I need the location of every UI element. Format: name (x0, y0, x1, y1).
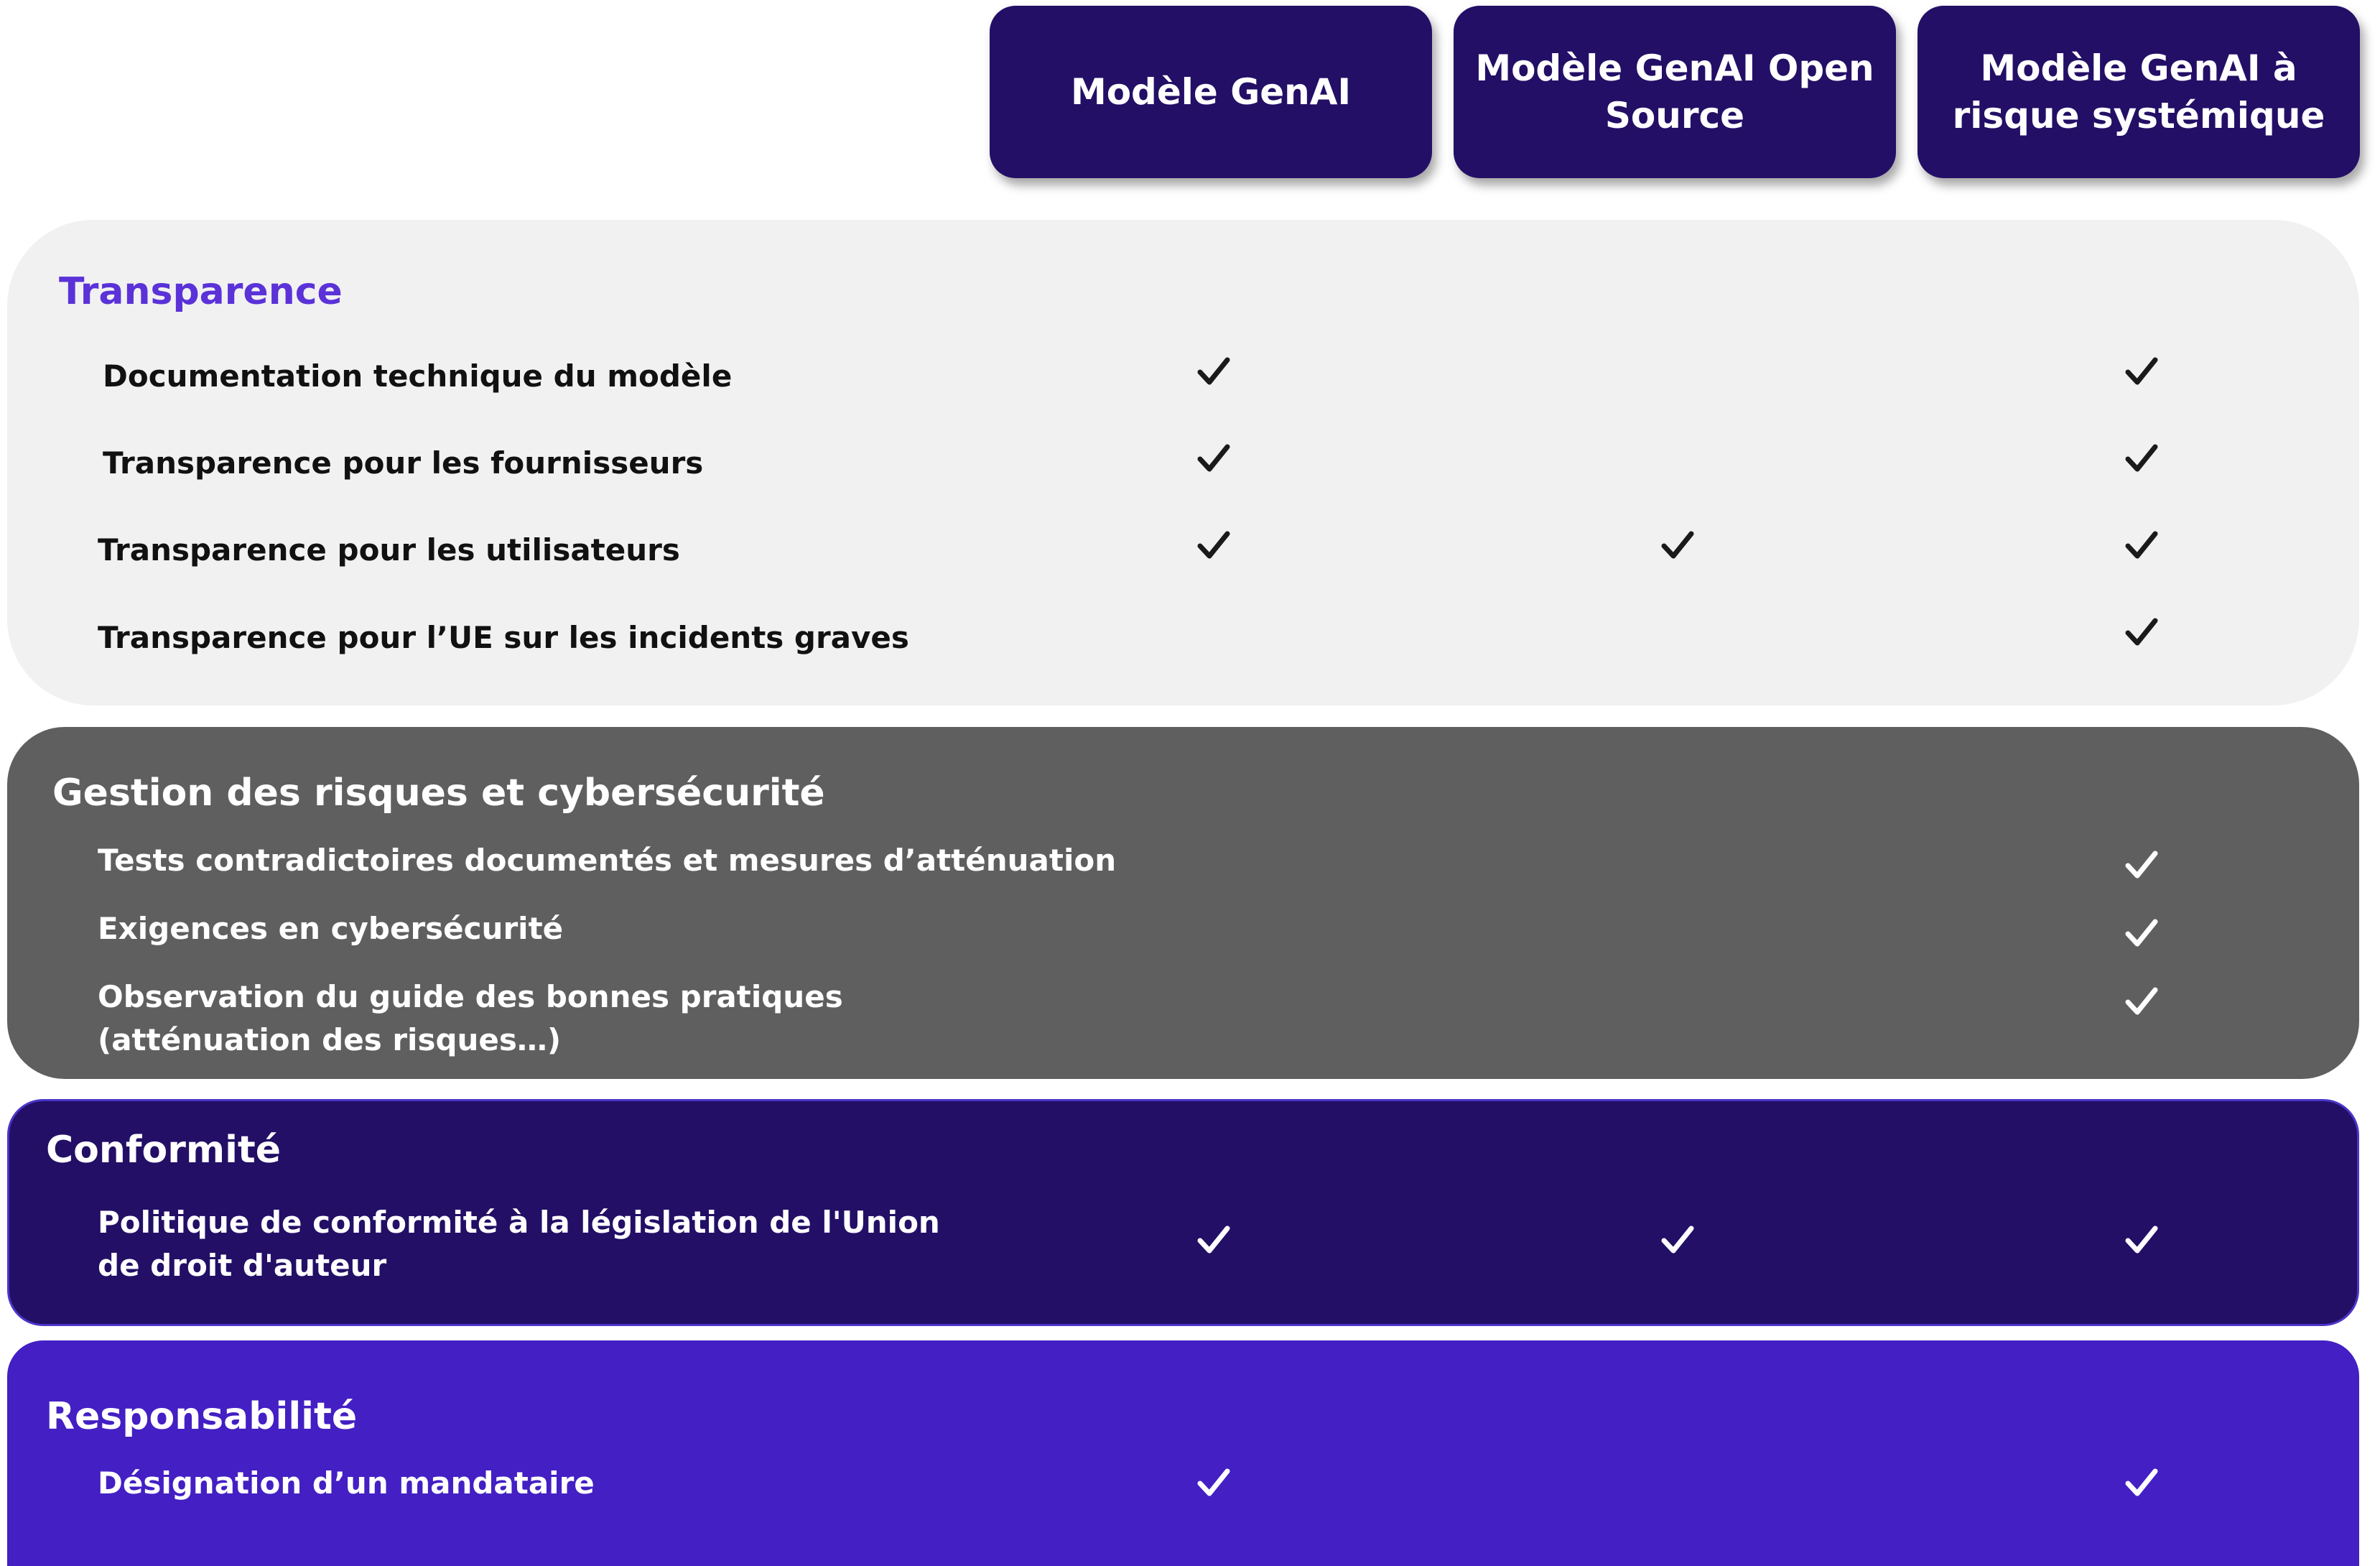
row-label-documentation-technique: Documentation technique du modèle (103, 358, 733, 394)
check-icon (2125, 356, 2158, 386)
row-label-tests-contradictoires: Tests contradictoires documentés et mesures d’atténuation (98, 843, 1117, 878)
check-icon (1197, 530, 1230, 560)
row-label-transparence-fournisseurs: Transparence pour les fournisseurs (103, 445, 704, 481)
check-icon (1197, 1225, 1230, 1255)
row-label-transparence-utilisateurs: Transparence pour les utilisateurs (98, 532, 680, 567)
section-title-responsabilite: Responsabilité (46, 1395, 358, 1438)
row-label-guide-line1: Observation du guide des bonnes pratiques (98, 979, 843, 1014)
check-icon (1197, 1468, 1230, 1498)
section-title-transparence: Transparence (59, 270, 343, 313)
check-icon (2125, 918, 2158, 948)
row-label-designation-mandataire: Désignation d’un mandataire (98, 1465, 595, 1501)
column-header-genai (990, 6, 1432, 178)
row-label-guide-bonnes-pratiques (98, 976, 843, 1062)
check-icon (1661, 1225, 1694, 1255)
check-icon (2125, 1468, 2158, 1498)
check-icon (2125, 443, 2158, 473)
check-icon (1661, 530, 1694, 560)
row-label-politique-line1: Politique de conformité à la législation de l'Union (98, 1205, 940, 1240)
row-label-transparence-ue: Transparence pour l’UE sur les incidents graves (98, 620, 909, 655)
row-label-politique-conformite (98, 1201, 940, 1287)
check-icon (2125, 617, 2158, 647)
check-icon (1197, 443, 1230, 473)
column-header-systemic-risk-label: Modèle GenAI à risque systémique (1952, 47, 2325, 136)
check-icon (2125, 530, 2158, 560)
section-responsabilite (7, 1340, 2359, 1566)
check-icon (1197, 356, 1230, 386)
row-label-exigences-cybersecurite: Exigences en cybersécurité (98, 911, 564, 946)
section-title-gestion-risques: Gestion des risques et cybersécurité (52, 772, 825, 815)
row-label-politique-line2: de droit d'auteur (98, 1248, 387, 1283)
check-icon (2125, 1225, 2158, 1255)
column-header-open-source-label: Modèle GenAI Open Source (1475, 47, 1874, 136)
section-title-conformite: Conformité (46, 1129, 282, 1172)
column-header-genai-open-source (1454, 6, 1896, 178)
check-icon (2125, 850, 2158, 880)
column-header-genai-systemic-risk (1918, 6, 2360, 178)
column-header-genai-label: Modèle GenAI (1070, 71, 1352, 113)
row-label-guide-line2: (atténuation des risques…) (98, 1022, 562, 1057)
check-icon (2125, 986, 2158, 1016)
